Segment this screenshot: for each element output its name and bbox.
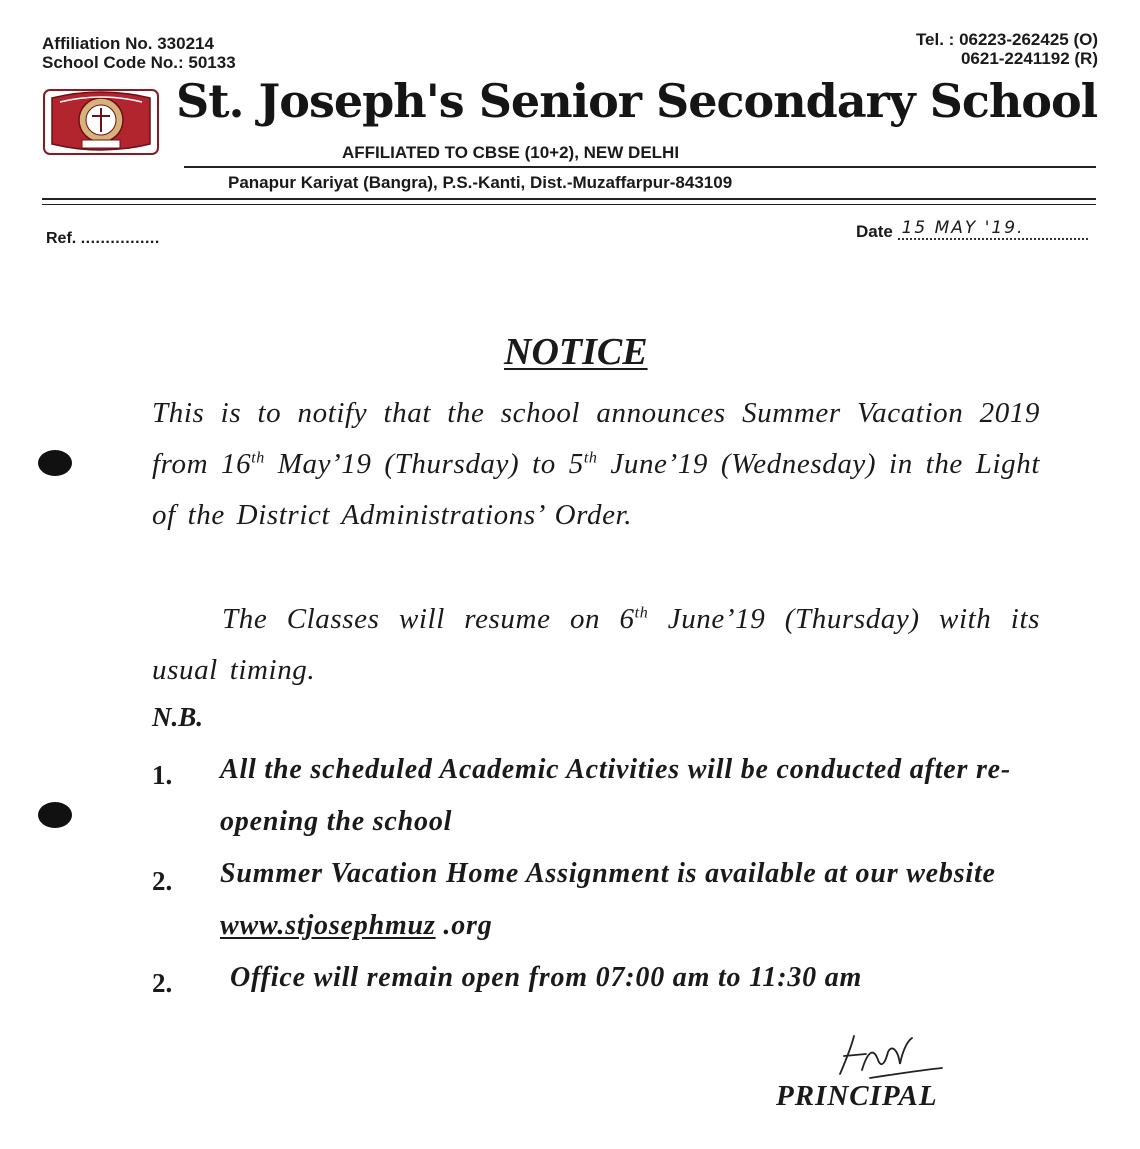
list-item-number: 2. xyxy=(152,968,173,998)
ordinal-suffix: th xyxy=(634,604,649,622)
header-divider xyxy=(184,166,1096,168)
notice-paragraph xyxy=(152,388,1040,541)
reference-field xyxy=(46,230,160,248)
notice-title: NOTICE xyxy=(504,331,648,373)
header-divider xyxy=(42,198,1096,200)
notice-text: This is to notify that the school announces Summer Vacation 2019 from 16 xyxy=(152,397,1040,480)
notice-text: June’19 (Thursday) with its usual timing. xyxy=(152,603,1041,686)
telephone-block xyxy=(916,30,1098,68)
list-item-text: Summer Vacation Home Assignment is available at our website xyxy=(220,858,996,889)
affiliation-line: AFFILIATED TO CBSE (10+2), NEW DELHI xyxy=(342,143,680,162)
website-link[interactable]: www.stjosephmuz xyxy=(220,910,436,941)
reference-dots: ................ xyxy=(80,230,160,247)
school-name: St. Joseph's Senior Secondary School xyxy=(176,74,1098,128)
notice-text: June’19 (Wednesday) in the Light of the District Administrations’ Order. xyxy=(152,448,1040,531)
ordinal-suffix: th xyxy=(251,449,265,467)
date-label: Date xyxy=(856,222,893,241)
date-value: 15 MAY '19. xyxy=(898,218,1088,240)
telephone-residence: 0621-2241192 (R) xyxy=(960,49,1098,68)
punch-hole xyxy=(38,450,72,476)
notice-text: The Classes will resume on 6 xyxy=(222,603,635,635)
list-item: Office will remain open from 07:00 am to 11:30 am xyxy=(230,962,863,993)
list-item-number: 1. xyxy=(152,760,173,790)
nb-heading: N.B. xyxy=(152,702,204,732)
list-item xyxy=(220,848,1050,952)
telephone-office: Tel. : 06223-262425 (O) xyxy=(915,30,1098,49)
reference-label: Ref. xyxy=(46,230,77,247)
principal-label: PRINCIPAL xyxy=(776,1080,938,1112)
header-divider xyxy=(42,204,1096,205)
punch-hole xyxy=(38,802,72,828)
date-field xyxy=(856,218,1088,244)
notice-paragraph xyxy=(152,594,1040,696)
affiliation-number: Affiliation No. 330214 xyxy=(42,34,214,53)
school-code: School Code No.: 50133 xyxy=(42,53,236,72)
affiliation-block xyxy=(42,34,236,72)
school-address: Panapur Kariyat (Bangra), P.S.-Kanti, Dist.-Muzaffarpur-843109 xyxy=(228,173,733,192)
list-item-number: 2. xyxy=(152,866,173,896)
ordinal-suffix: th xyxy=(583,449,598,467)
list-item-text: .org xyxy=(435,910,493,941)
school-crest-icon xyxy=(42,86,160,158)
handwritten-signature xyxy=(826,1030,946,1082)
notice-text: May’19 (Thursday) to 5 xyxy=(264,448,584,480)
list-item: All the scheduled Academic Activities will be conducted after re-opening the school xyxy=(220,754,1012,837)
